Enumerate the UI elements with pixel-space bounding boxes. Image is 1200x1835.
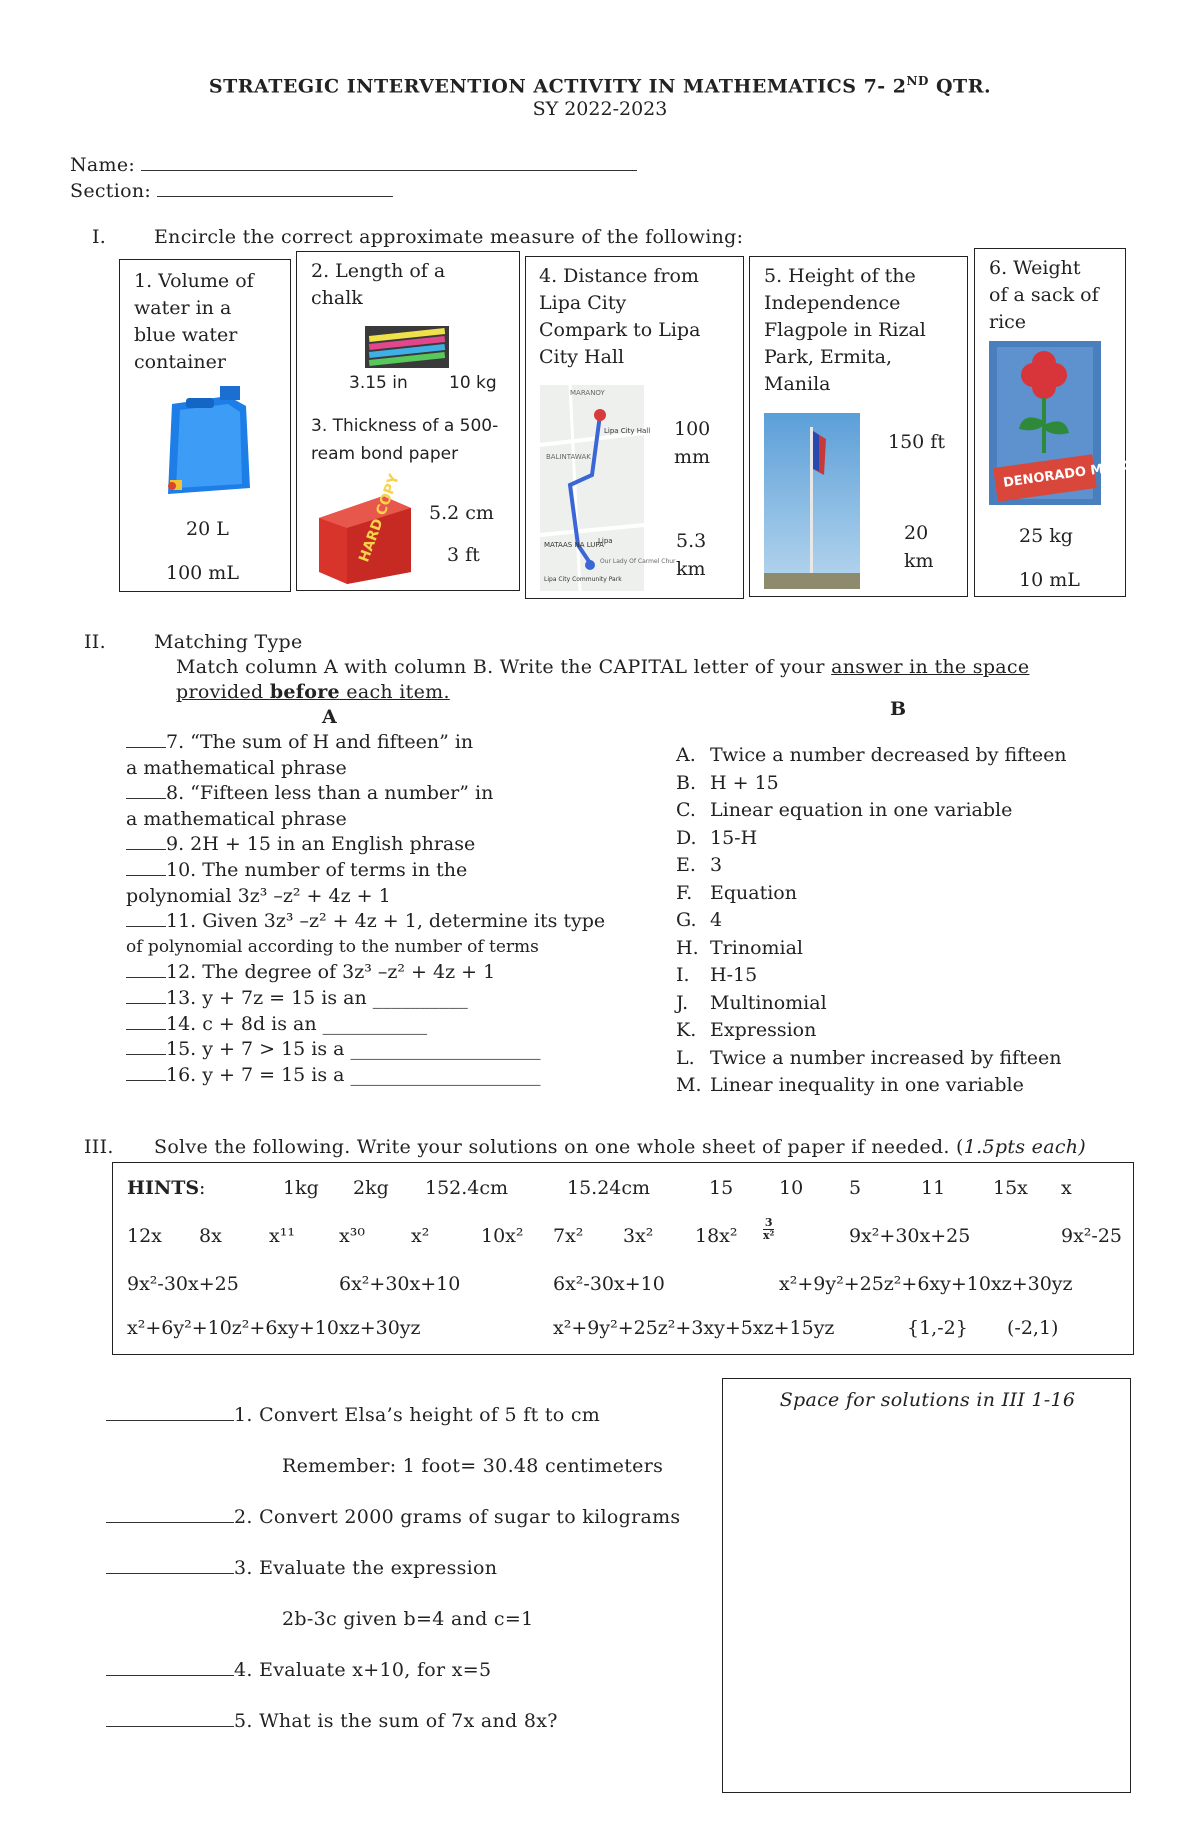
- item-15[interactable]: 15. y + 7 > 15 is a ____________________: [126, 1037, 605, 1063]
- name-line[interactable]: [141, 150, 637, 171]
- choice-a: A. Twice a number decreased by fifteen: [676, 744, 1067, 766]
- map-label-lipa: Lipa: [598, 537, 613, 545]
- item-1-choice-b[interactable]: 100 mL: [166, 562, 239, 584]
- item-1-text: 1. Volume of water in a blue water container: [134, 270, 254, 373]
- item-6-choice-b[interactable]: 10 mL: [1019, 569, 1080, 591]
- item-2-choice-a[interactable]: 3.15 in: [349, 373, 408, 393]
- problem-3[interactable]: 3. Evaluate the expression: [106, 1557, 497, 1579]
- problem-1-note: Remember: 1 foot= 30.48 centimeters: [282, 1455, 664, 1477]
- name-label: Name:: [70, 154, 136, 176]
- column-b-header: B: [890, 698, 907, 720]
- item-10-cont: polynomial 3z³ –z² + 4z + 1: [126, 884, 391, 907]
- section-label: Section:: [70, 180, 152, 202]
- choice-g: G. 4: [676, 909, 723, 931]
- problem-1[interactable]: 1. Convert Elsa’s height of 5 ft to cm: [106, 1404, 600, 1426]
- copy-paper-label: HARD COPY: [356, 472, 403, 565]
- hints-box: HINTS : 1kg 2kg 152.4cm 15.24cm 15 10 5 11 15x x 12x 8x x¹¹ x³⁰ x² 10x² 7x² 3x² 18x² 3 x² 9x²+30x+25 9x²-25 9x²-30x+25 6x²+30x+10 6x²-30x+10 x²+9y²+25z²+6xy+10xz+30yz x²+6y²+10z²+6xy+10xz+30yz x²+9y²+25z²+3xy+5xz+15yz {1,-2} (-2,1): [112, 1162, 1134, 1355]
- column-a-header: A: [322, 706, 338, 728]
- hint-fraction: 3 x²: [763, 1216, 775, 1242]
- solution-space-label: Space for solutions in III 1-16: [779, 1389, 1076, 1411]
- item-1-box: [119, 259, 291, 592]
- part3-instruction: Solve the following. Write your solutions on one whole sheet of paper if needed. (1.5pts each): [154, 1136, 1087, 1158]
- choice-d: D. 15-H: [676, 826, 758, 849]
- item-5-text: 5. Height of the Independence Flagpole in Rizal Park, Ermita, Manila: [764, 265, 926, 395]
- item-4-text: 4. Distance from Lipa City Compark to Lipa City Hall: [539, 265, 701, 368]
- item-2-choice-b[interactable]: 10 kg: [449, 373, 497, 393]
- problem-3-expression: 2b-3c given b=4 and c=1: [282, 1608, 534, 1630]
- choice-i: I. H-15: [676, 964, 758, 986]
- choice-j: J. Multinomial: [676, 991, 827, 1014]
- item-9[interactable]: 9. 2H + 15 in an English phrase: [126, 832, 605, 858]
- map-image: [540, 385, 676, 591]
- item-3-choice-a[interactable]: 5.2 cm: [429, 502, 494, 524]
- bond-paper-image: [313, 472, 417, 586]
- item-10[interactable]: 10. The number of terms in the: [126, 858, 605, 884]
- item-1-choice-a[interactable]: 20 L: [186, 518, 229, 540]
- column-a-list: [126, 730, 605, 1088]
- part1-numeral: I.: [92, 226, 107, 248]
- document-title: STRATEGIC INTERVENTION ACTIVITY IN MATHEMATICS 7- 2ND QTR.: [208, 74, 992, 98]
- item-11-cont: of polynomial according to the number of terms: [126, 936, 539, 957]
- choice-c: C. Linear equation in one variable: [676, 799, 1013, 821]
- part2-numeral: II.: [84, 631, 106, 653]
- part2-heading: Matching Type: [154, 631, 303, 653]
- item-3-text: 3. Thickness of a 500- ream bond paper: [311, 416, 499, 464]
- item-5-box: [749, 256, 968, 597]
- item-2-3-box: [296, 251, 520, 591]
- item-3-choice-b[interactable]: 3 ft: [447, 544, 480, 566]
- item-4-box: [525, 256, 744, 599]
- choice-h: H. Trinomial: [676, 936, 804, 959]
- item-13[interactable]: 13. y + 7z = 15 is an __________: [126, 986, 605, 1012]
- chalk-image: [365, 326, 449, 368]
- choice-e: E. 3: [676, 854, 723, 876]
- map-label-church: Our Lady Of Carmel Chur: [600, 558, 676, 565]
- water-container-image: [150, 384, 260, 504]
- part2-instruction-line1: Match column A with column B. Write the CAPITAL letter of your answer in the space: [176, 656, 1030, 678]
- choice-b: B. H + 15: [676, 771, 779, 794]
- item-7-cont: a mathematical phrase: [126, 756, 347, 779]
- problem-4[interactable]: 4. Evaluate x+10, for x=5: [106, 1659, 491, 1681]
- choice-k: K. Expression: [676, 1019, 817, 1041]
- map-label-left: BALINTAWAK: [546, 453, 591, 461]
- item-5-choice-b[interactable]: 20 km: [904, 522, 934, 572]
- school-year: SY 2022-2023: [532, 98, 668, 120]
- item-6-text: 6. Weight of a sack of rice: [989, 257, 1099, 333]
- item-4-choice-b[interactable]: 5.3 km: [676, 530, 707, 580]
- problem-2[interactable]: 2. Convert 2000 grams of sugar to kilograms: [106, 1506, 680, 1528]
- item-8[interactable]: 8. “Fifteen less than a number” in: [126, 781, 605, 807]
- section-line[interactable]: [157, 176, 393, 197]
- choice-l: L. Twice a number increased by fifteen: [676, 1046, 1062, 1069]
- map-label-top: MARANOY: [570, 389, 605, 397]
- item-11[interactable]: 11. Given 3z³ –z² + 4z + 1, determine its type: [126, 909, 605, 935]
- part1-instruction: Encircle the correct approximate measure of the following:: [154, 226, 744, 248]
- item-8-cont: a mathematical phrase: [126, 807, 347, 830]
- map-label-mataas: MATAAS NA LUPA: [544, 541, 604, 549]
- part3-numeral: III.: [84, 1136, 114, 1158]
- item-7[interactable]: 7. “The sum of H and fifteen” in: [126, 730, 605, 756]
- item-2-text: 2. Length of a chalk: [311, 260, 446, 309]
- item-16[interactable]: 16. y + 7 = 15 is a ____________________: [126, 1063, 605, 1089]
- map-label-park: Lipa City Community Park: [544, 576, 622, 583]
- name-field[interactable]: [70, 150, 637, 176]
- problem-5[interactable]: 5. What is the sum of 7x and 8x?: [106, 1710, 558, 1732]
- choice-f: F. Equation: [676, 881, 797, 904]
- section-field[interactable]: [70, 176, 393, 202]
- solution-space[interactable]: [722, 1378, 1131, 1793]
- item-6-choice-a[interactable]: 25 kg: [1019, 525, 1073, 547]
- item-12[interactable]: 12. The degree of 3z³ –z² + 4z + 1: [126, 960, 605, 986]
- item-6-box: [974, 248, 1163, 597]
- item-4-choice-a[interactable]: 100 mm: [674, 418, 711, 468]
- map-label-city-hall: Lipa City Hall: [604, 427, 651, 435]
- item-5-choice-a[interactable]: 150 ft: [888, 431, 945, 453]
- rice-sack-image: [989, 341, 1163, 505]
- rice-sack-label: DENORADO MINDORO: [1002, 453, 1163, 491]
- column-b-list: [676, 742, 1067, 1100]
- part2-instruction-line2: provided before each item.: [176, 681, 450, 703]
- choice-m: M. Linear inequality in one variable: [676, 1074, 1024, 1096]
- item-14[interactable]: 14. c + 8d is an ___________: [126, 1012, 605, 1038]
- flagpole-image: [764, 413, 860, 589]
- hints-label: HINTS: [127, 1177, 200, 1199]
